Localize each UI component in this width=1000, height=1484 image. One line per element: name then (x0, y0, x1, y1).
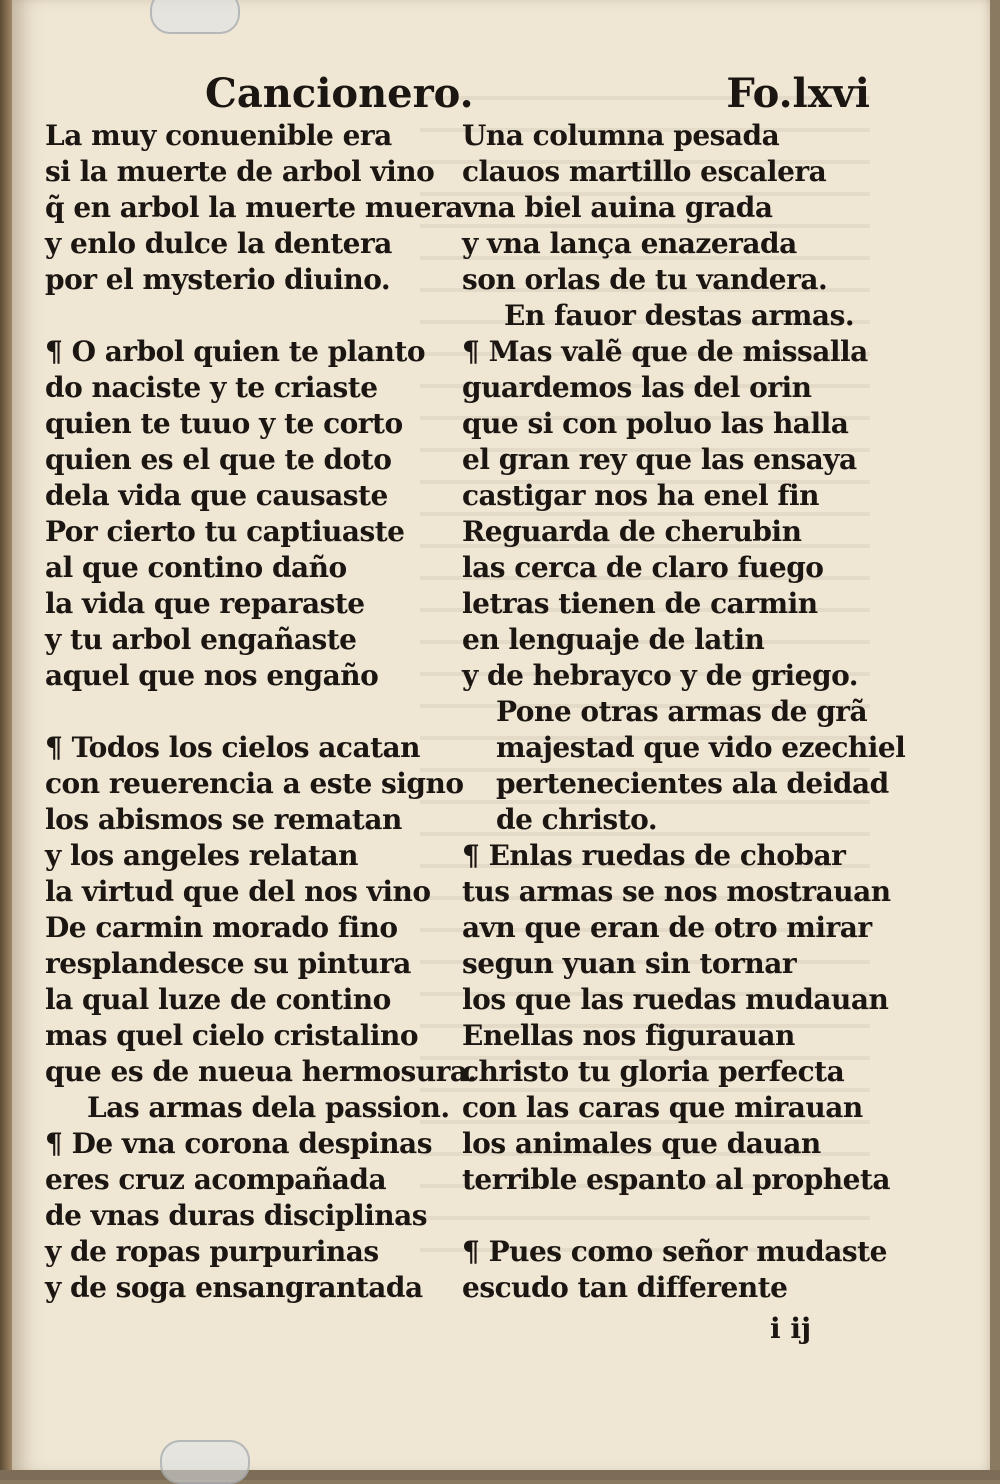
verse-line: resplandesce su pintura (45, 947, 411, 980)
left-column (45, 118, 477, 1306)
verse-line: De carmin morado fino (45, 911, 398, 944)
verse-line: y de ropas purpurinas (45, 1235, 379, 1268)
verse-line: la vida que reparaste (45, 587, 365, 620)
verse-line: si la muerte de arbol vino (45, 155, 435, 188)
verse-line: las cerca de claro fuego (462, 551, 824, 584)
verse-line: los animales que dauan (462, 1127, 821, 1160)
verse-line: La muy conuenible era (45, 119, 392, 152)
page-clip-top (150, 0, 240, 34)
verse-line: son orlas de tu vandera. (462, 263, 828, 296)
verse-line: la qual luze de contino (45, 983, 391, 1016)
verse-line: clauos martillo escalera (462, 155, 827, 188)
verse-line: y los angeles relatan (45, 839, 358, 872)
verse-line: quien te tuuo y te corto (45, 407, 403, 440)
verse-line: ¶ Pues como señor mudaste (462, 1235, 887, 1268)
verse-line: en lenguaje de latin (462, 623, 765, 656)
verse-line: Reguarda de cherubin (462, 515, 802, 548)
verse-line: Pone otras armas de grã (496, 695, 868, 728)
verse-line: pertenecientes ala deidad (496, 767, 889, 800)
stanza-gap (45, 694, 465, 730)
verse-line: Las armas dela passion. (87, 1091, 450, 1124)
verse-line: aquel que nos engaño (45, 659, 379, 692)
verse-line: y de soga ensangrantada (45, 1271, 423, 1304)
verse-line: letras tienen de carmin (462, 587, 818, 620)
running-title: Cancionero. (205, 70, 474, 117)
verse-line: christo tu gloria perfecta (462, 1055, 845, 1088)
verse-line: los abismos se rematan (45, 803, 402, 836)
page-clip-bottom (160, 1440, 250, 1484)
verse-line: al que contino daño (45, 551, 347, 584)
verse-line: Enellas nos figurauan (462, 1019, 795, 1052)
verse-line: de vnas duras disciplinas (45, 1199, 428, 1232)
verse-line: guardemos las del orin (462, 371, 812, 404)
verse-line: Por cierto tu captiuaste (45, 515, 405, 548)
verse-line: ¶ Enlas ruedas de chobar (462, 839, 846, 872)
book-spine (0, 0, 12, 1480)
verse-line: vna biel auina grada (462, 191, 773, 224)
stanza-gap (462, 1198, 882, 1234)
verse-line: castigar nos ha enel fin (462, 479, 819, 512)
verse-line: ¶ Mas valẽ que de missalla (462, 335, 868, 368)
verse-line: con reuerencia a este signo (45, 767, 464, 800)
verse-line: ¶ Todos los cielos acatan (45, 731, 421, 764)
verse-line: eres cruz acompañada (45, 1163, 387, 1196)
stanza-gap (45, 298, 465, 334)
verse-line: dela vida que causaste (45, 479, 388, 512)
signature-mark: i ij (770, 1312, 812, 1345)
verse-line: que es de nueua hermosura. (45, 1055, 477, 1088)
verse-line: quien es el que te doto (45, 443, 392, 476)
verse-line: q̃ en arbol la muerte muera (45, 191, 464, 224)
verse-line: tus armas se nos mostrauan (462, 875, 891, 908)
verse-line: y de hebrayco y de griego. (462, 659, 858, 692)
right-column (462, 118, 906, 1306)
page-bottom-edge (0, 1470, 1000, 1480)
verse-line: los que las ruedas mudauan (462, 983, 889, 1016)
verse-line: por el mysterio diuino. (45, 263, 391, 296)
verse-line: con las caras que mirauan (462, 1091, 863, 1124)
verse-line: segun yuan sin tornar (462, 947, 797, 980)
verse-line: do naciste y te criaste (45, 371, 378, 404)
verse-line: majestad que vido ezechiel (496, 731, 906, 764)
folio-number: Fo.lxvi (726, 70, 870, 117)
verse-line: de christo. (496, 803, 658, 836)
verse-line: mas quel cielo cristalino (45, 1019, 419, 1052)
verse-line: que si con poluo las halla (462, 407, 849, 440)
verse-line: y tu arbol engañaste (45, 623, 357, 656)
verse-line: y vna lança enazerada (462, 227, 797, 260)
verse-line: Una columna pesada (462, 119, 780, 152)
verse-line: ¶ O arbol quien te planto (45, 335, 426, 368)
verse-line: ¶ De vna corona despinas (45, 1127, 432, 1160)
verse-line: escudo tan differente (462, 1271, 788, 1304)
verse-line: En fauor destas armas. (504, 299, 855, 332)
verse-line: la virtud que del nos vino (45, 875, 431, 908)
verse-line: avn que eran de otro mirar (462, 911, 872, 944)
verse-line: terrible espanto al propheta (462, 1163, 891, 1196)
verse-line: el gran rey que las ensaya (462, 443, 857, 476)
verse-line: y enlo dulce la dentera (45, 227, 392, 260)
